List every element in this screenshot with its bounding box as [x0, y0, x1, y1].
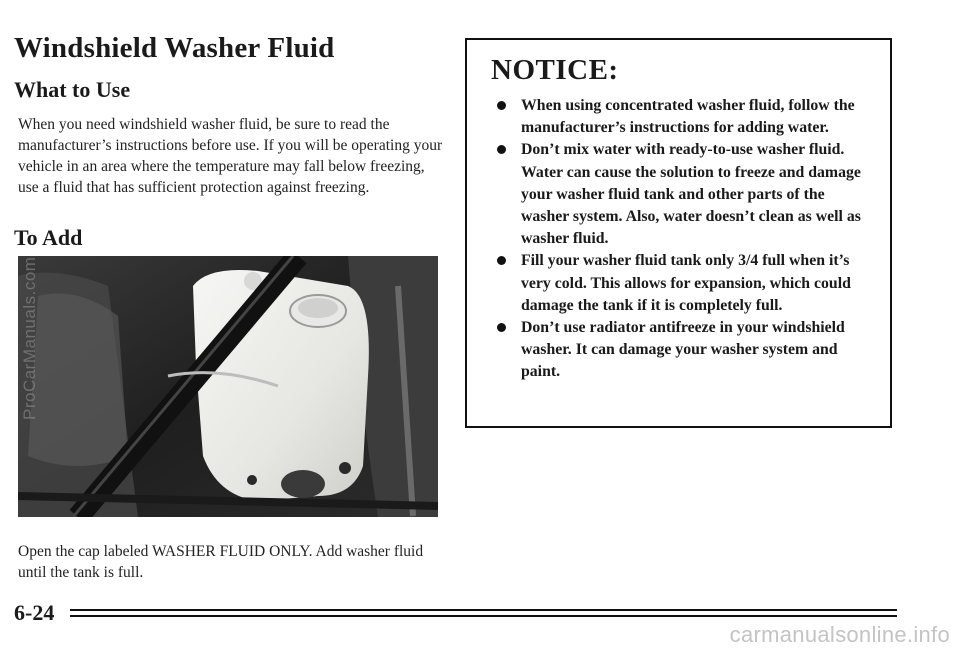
notice-list — [481, 95, 872, 384]
notice-title: NOTICE: — [491, 54, 619, 86]
washer-fluid-tank-photo — [18, 256, 438, 517]
bullet-icon — [497, 145, 506, 154]
footer-rule — [70, 615, 897, 617]
notice-item: Don’t mix water with ready-to-use washer fluid. Water can cause the solution to freeze and damage your washer fluid tank and other parts of the washer system. Also, water doesn’t clean as well as washer fluid. — [481, 139, 872, 250]
page-title: Windshield Washer Fluid — [14, 32, 335, 64]
to-add-text: Open the cap labeled WASHER FLUID ONLY. Add washer fluid until the tank is full. — [18, 543, 424, 581]
notice-item: Fill your washer fluid tank only 3/4 full when it’s very cold. This allows for expansion, which could damage the tank if it is completely full. — [481, 250, 872, 317]
what-to-use-text: When you need windshield washer fluid, be sure to read the manufacturer’s instructions before use. If you will be operating your vehicle in an area where the temperature may fall below freezing, use a fluid that has sufficient protection against freezing. — [18, 116, 443, 196]
footer-rule — [70, 609, 897, 611]
notice-item: Don’t use radiator antifreeze in your windshield washer. It can damage your washer system and paint. — [481, 317, 872, 384]
bullet-icon — [497, 256, 506, 265]
bullet-icon — [497, 323, 506, 332]
notice-box — [465, 38, 892, 428]
side-watermark: ProCarManuals.com — [20, 256, 39, 420]
bottom-watermark: carmanualsonline.info — [729, 622, 950, 647]
to-add-heading: To Add — [14, 225, 83, 250]
notice-item: When using concentrated washer fluid, follow the manufacturer’s instructions for adding water. — [481, 95, 872, 139]
page-number: 6-24 — [14, 600, 55, 625]
engine-bay-illustration — [18, 256, 438, 517]
bullet-icon — [497, 101, 506, 110]
what-to-use-heading: What to Use — [14, 77, 131, 102]
